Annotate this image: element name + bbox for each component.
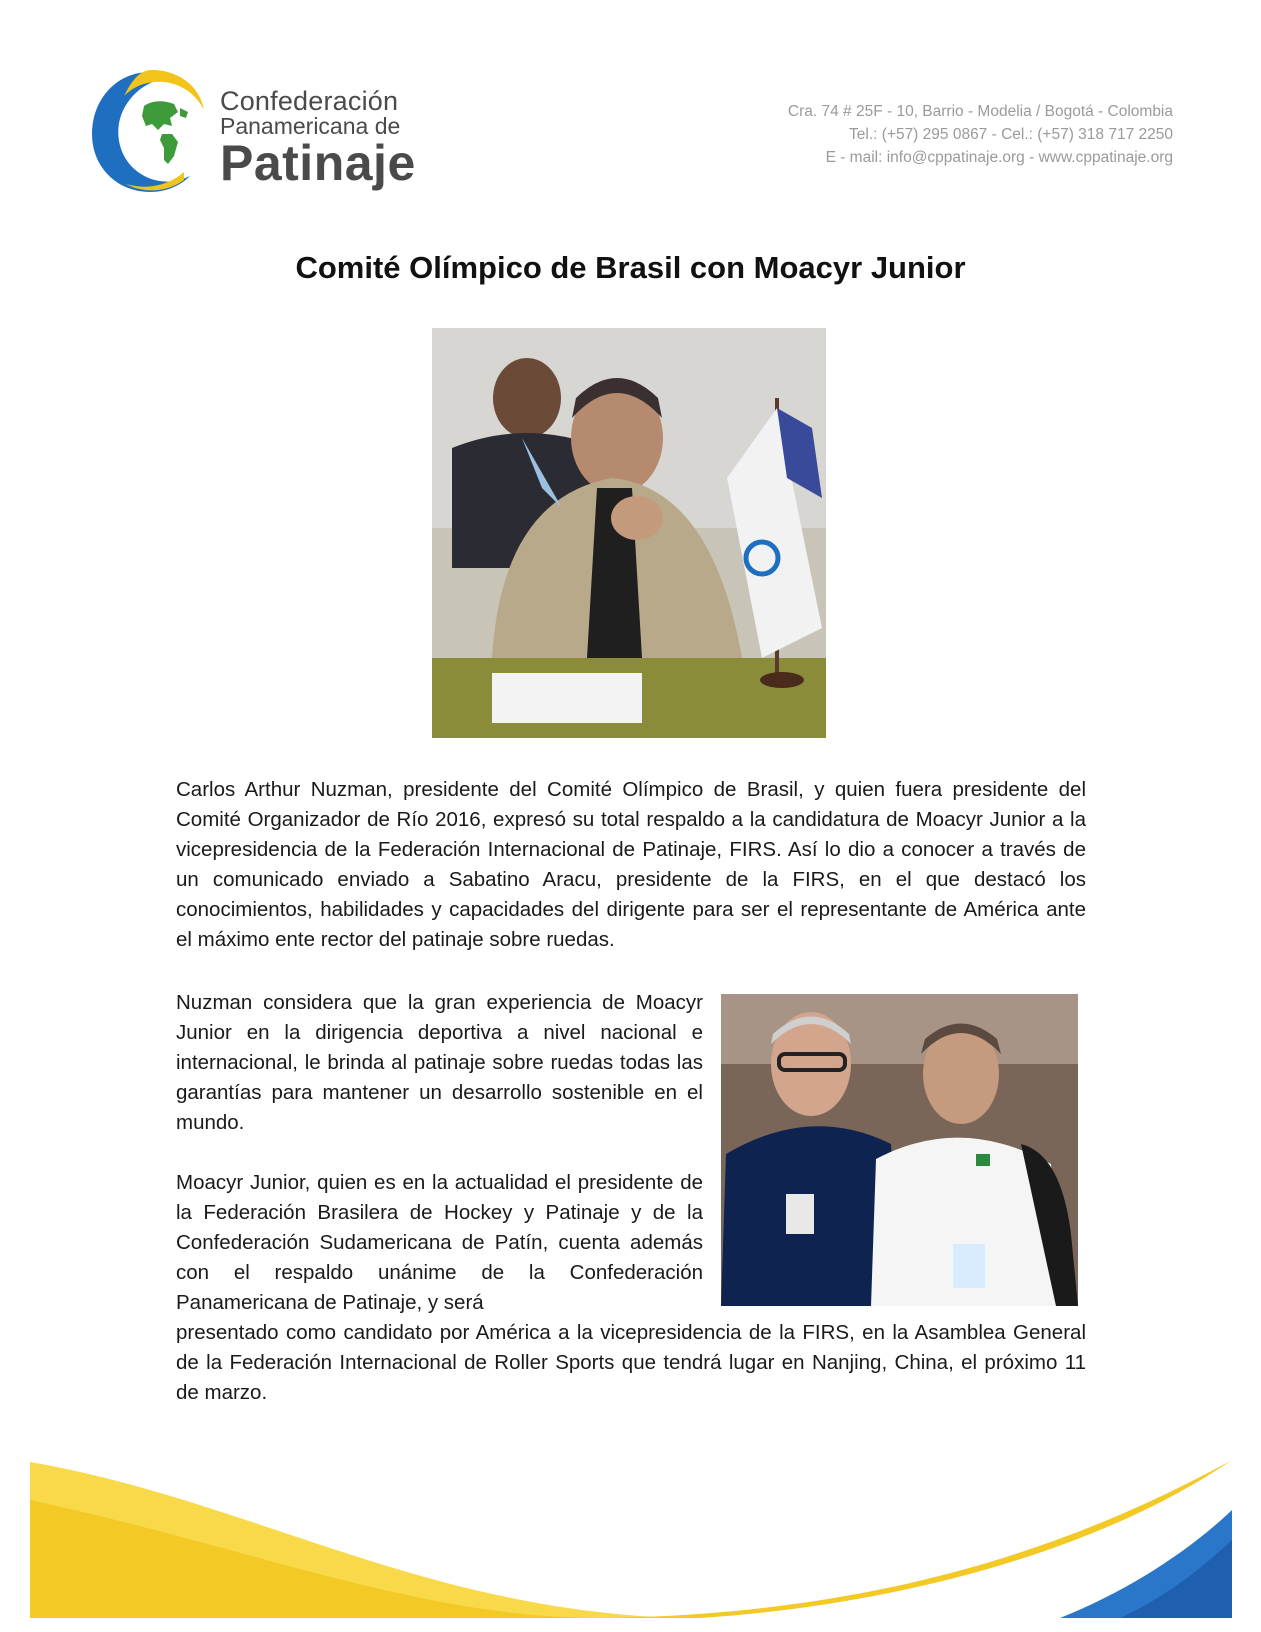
- footer-swoosh-decoration-icon: [0, 1440, 1261, 1632]
- photo-nuzman-and-moacyr: [721, 994, 1078, 1306]
- photo-two-men-illustration-icon: [721, 994, 1078, 1306]
- logo-line-patinaje: Patinaje: [220, 135, 416, 191]
- letterhead: [0, 0, 1261, 220]
- globe-logo-icon: [88, 68, 206, 196]
- photo-meeting-illustration-icon: [432, 328, 826, 738]
- contact-address: Cra. 74 # 25F - 10, Barrio - Modelia / Bogotá - Colombia: [787, 103, 1173, 120]
- article-paragraph-3-part-2: presentado como candidato por América a la vicepresidencia de la FIRS, en la Asamblea General de la Federación Internacional de Roller Sports que tendrá lugar en Nanjing, China, el próximo 11 de marzo.: [176, 1321, 1086, 1404]
- logo-line-confederacion: Confederación: [220, 86, 399, 116]
- logo-wordmark: [220, 86, 416, 191]
- contact-phones: Tel.: (+57) 295 0867 - Cel.: (+57) 318 717 2250: [849, 126, 1173, 143]
- contact-block: [788, 100, 1173, 169]
- article-paragraph-1: Carlos Arthur Nuzman, presidente del Comité Olímpico de Brasil, y quien fuera presidente del Comité Organizador de Río 2016, expresó su total respaldo a la candidatura de Moacyr Junior a la vicepresidencia de la Federación Internacional de Patinaje, FIRS. Así lo dio a conocer a través de un comunicado enviado a Sabatino Aracu, presidente de la FIRS, en el que destacó los conocimientos, habilidades y capacidades del dirigente para ser el representante de América ante el máximo ente rector del patinaje sobre ruedas.: [176, 778, 1086, 951]
- article-title: Comité Olímpico de Brasil con Moacyr Junior: [295, 250, 966, 285]
- photo-moacyr-junior-at-table: [432, 328, 826, 738]
- logo-line-panamericana: Panamericana de: [220, 113, 401, 139]
- contact-email-web: E - mail: info@cppatinaje.org - www.cppatinaje.org: [825, 149, 1173, 166]
- article-paragraph-2: Nuzman considera que la gran experiencia de Moacyr Junior en la dirigencia deportiva a nivel nacional e internacional, le brinda al patinaje sobre ruedas todas las garantías para mantener un desarrollo sostenible en el mundo.: [176, 991, 703, 1134]
- article-paragraph-3-part-1: Moacyr Junior, quien es en la actualidad el presidente de la Federación Brasilera de Hockey y Patinaje y de la Confederación Sudamericana de Patín, cuenta además con el respaldo unánime de la Confederación Panamericana de Patinaje, y será: [176, 1171, 703, 1314]
